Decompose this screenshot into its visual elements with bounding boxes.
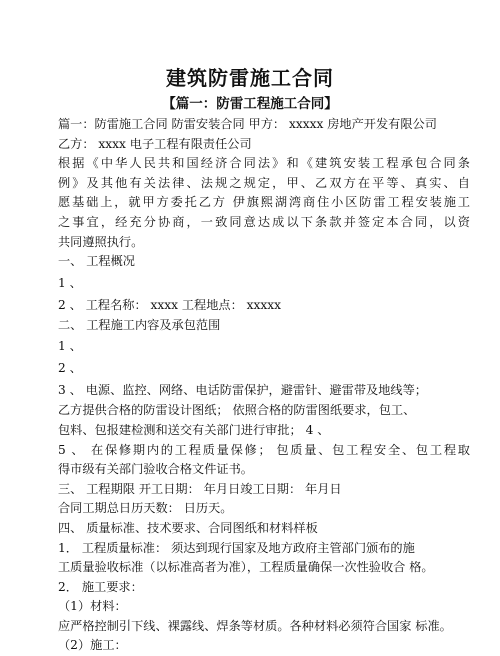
body-line: 2． 施工要求： [58, 579, 143, 594]
document-title: 建筑防雷施工合同 [166, 66, 334, 90]
body-line: 工质量验收标准（以标准高者为准），工程质量确保一次性验收合 格。 [58, 560, 434, 575]
body-line: 得市级有关部门验收合格文件证书。 [58, 462, 253, 477]
body-line: 愿基础上，就甲方委托乙方 伊旗熙湖湾商住小区防雷工程安装施工 [58, 195, 470, 210]
body-line: 1 、 [58, 275, 82, 290]
body-line: 2 、 工程名称： xxxx 工程地点： xxxxx [58, 297, 282, 312]
body-line: 5 、 在保修期内的工程质量保修； 包质量、包工程安全、包工程取 [58, 442, 470, 457]
body-line: 合同工期总日历天数： 日历天。 [58, 501, 233, 516]
body-line: 之事宜，经充分协商，一致同意达成以下条款并签定本合同，以资 [58, 214, 470, 229]
document-body [58, 115, 470, 656]
body-line: （1）材料： [58, 599, 127, 614]
body-line: 篇一：防雷施工合同 防雷安装合同 甲方： xxxxx 房地产开发有限公司 [58, 117, 437, 131]
body-line: 1 、 [58, 339, 82, 354]
body-line: （2）施工： [58, 638, 127, 653]
body-line: 3 、 电源、监控、网络、电话防雷保护，避雷针、避雷带及地线等； [58, 383, 427, 398]
body-line: 1． 工程质量标准： 须达到现行国家及地方政府主管部门颁布的施 [58, 540, 415, 555]
section-heading: 三、 工程期限 开工日期： 年月日竣工日期： 年月日 [58, 481, 342, 496]
document-subtitle: 【篇一：防雷工程施工合同】 [162, 96, 338, 112]
body-line: 乙方提供合格的防雷设计图纸； 依照合格的防雷图纸要求，包工、 [58, 403, 416, 418]
section-heading: 一、 工程概况 [58, 254, 135, 269]
section-heading: 二、 工程施工内容及承包范围 [58, 317, 221, 332]
body-line: 乙方： xxxx 电子工程有限责任公司 [58, 136, 252, 151]
section-heading: 四、 质量标准、技术要求、合同图纸和材料样板 [58, 520, 318, 535]
body-line: 例》及其他有关法律、法规之规定，甲、乙双方在平等、真实、自 [58, 175, 470, 190]
body-line: 应严格控制引下线、裸露线、焊条等材质。各种材料必须符合国家 标准。 [58, 618, 452, 633]
body-line: 包料、包报建检测和送交有关部门进行审批； 4 、 [58, 422, 330, 437]
body-line: 根据《中华人民共和国经济合同法》和《建筑安装工程承包合同条 [58, 156, 470, 171]
body-line: 共同遵照执行。 [58, 234, 144, 249]
body-line: 2 、 [58, 361, 82, 376]
